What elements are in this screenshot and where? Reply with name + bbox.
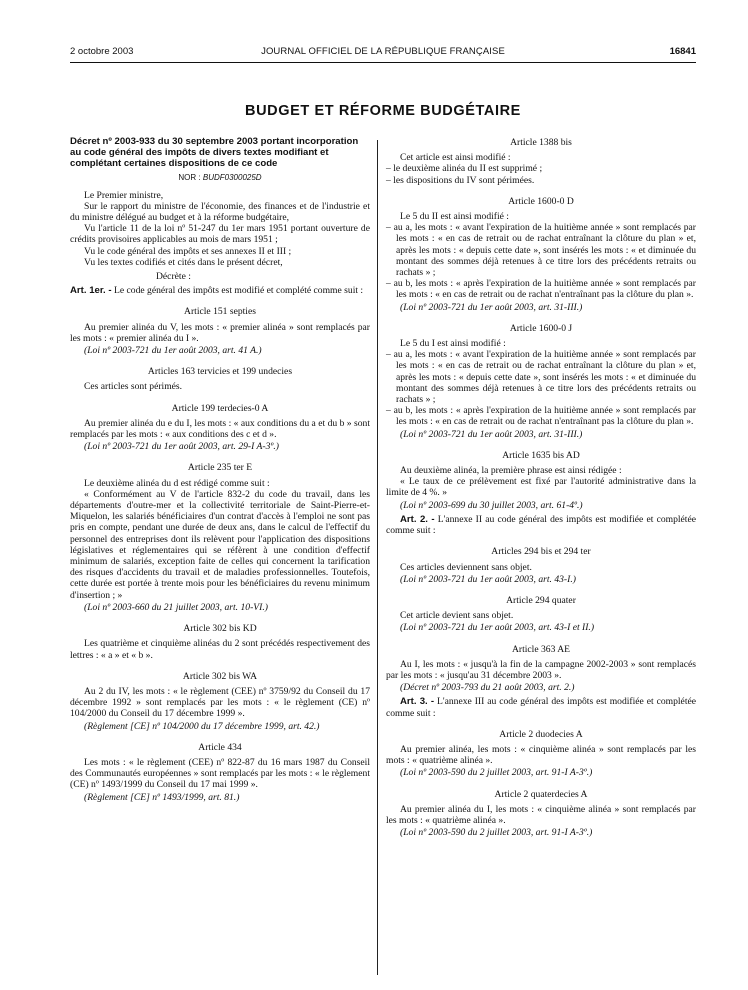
article-heading: Article 2 quaterdecies A bbox=[494, 788, 588, 800]
nor-code: BUDF0300025D bbox=[202, 173, 262, 183]
article-heading: Articles 163 tervicies et 199 undecies bbox=[147, 366, 293, 378]
nor-reference bbox=[70, 172, 370, 183]
intro-paragraph: Vu les textes codifiés et cités dans le présent décret, bbox=[84, 256, 283, 268]
legal-reference: (Loi nº 2003-721 du 1er août 2003, art. 31-III.) bbox=[400, 301, 583, 313]
right-column bbox=[386, 137, 696, 838]
legal-reference: (Loi nº 2003-721 du 1er août 2003, art. 31-III.) bbox=[400, 428, 583, 440]
legal-reference: (Loi nº 2003-699 du 30 juillet 2003, art. 61-4º.) bbox=[400, 499, 583, 511]
article-heading: Articles 294 bis et 294 ter bbox=[491, 546, 591, 558]
legal-reference: (Décret nº 2003-793 du 21 août 2003, art. 2.) bbox=[400, 682, 575, 694]
amendment-list bbox=[386, 163, 696, 185]
article-text: Au premier alinéa du V, les mots : « premier alinéa » sont remplacés par les mots : « premier alinéa du I ». bbox=[70, 321, 370, 344]
legal-reference: (Loi nº 2003-721 du 1er août 2003, art. 43-I et II.) bbox=[400, 622, 595, 634]
article-text: Le 5 du I est ainsi modifié : bbox=[400, 338, 506, 350]
article-text: Le deuxième alinéa du d est rédigé comme suit : bbox=[84, 477, 270, 489]
amendment-list bbox=[386, 349, 696, 427]
article-2-paragraph bbox=[386, 514, 696, 536]
legal-reference: (Loi nº 2003-590 du 2 juillet 2003, art. 91-I A-3º.) bbox=[400, 827, 593, 839]
article-text: Au premier alinéa du e du I, les mots : « aux conditions du a et du b » sont remplacés par les mots : « aux conditions des c et d ». bbox=[70, 417, 370, 441]
section-title: BUDGET ET RÉFORME BUDGÉTAIRE bbox=[245, 103, 521, 119]
quoted-text: « Le taux de ce prélèvement est fixé par l'autorité administrative dans la limite de 4 %. » bbox=[386, 476, 696, 499]
intro-paragraph: Vu le code général des impôts et ses annexes II et III ; bbox=[84, 245, 292, 257]
intro-paragraph: Le Premier ministre, bbox=[84, 189, 164, 201]
article-heading: Article 294 quater bbox=[506, 594, 576, 606]
article-heading: Article 434 bbox=[198, 741, 242, 753]
list-item: – au b, les mots : « après l'expiration de la huitième année » sont remplacés par les mots : « en cas de retrait ou de rachat n'entraînant pas la clôture du plan ». bbox=[386, 278, 696, 301]
article-2-label: Art. 2. - bbox=[400, 513, 435, 525]
list-item: – au b, les mots : « après l'expiration de la huitième année » sont remplacés par les mots : « en cas de retrait ou de rachat n'entraînant pas la clôture du plan ». bbox=[386, 405, 696, 428]
quoted-text: « Conformément au V de l'article 832-2 du code du travail, dans les départements d'outre-mer et la collectivité territoriale de Saint-Pierre-et-Miquelon, les salariés bénéficiaires d'un contrat d'accès à l'emploi ne sont pas pris en compte, pendant une durée de deux ans, dans le calcul de l'effectif du personnel des entreprises dont ils relèvent pour l'application des dispositions législatives et réglementaires qui se réfèrent à une condition d'effectif minimum de salariés, exception faite de celles qui concernent la tarification des risques d'accidents du travail et de maladies professionnelles. Toutefois, cette durée est portée à trente mois pour les bénéficiaires du revenu minimum d'insertion ; » bbox=[70, 488, 370, 601]
article-text: Ces articles sont périmés. bbox=[84, 381, 183, 393]
article-text: Au premier alinéa du I, les mots : « cinquième alinéa » sont remplacés par les mots : « quatrième alinéa ». bbox=[386, 803, 696, 826]
article-text: Au 2 du IV, les mots : « le règlement (CEE) nº 3759/92 du Conseil du 17 décembre 1992 » sont remplacés par les mots : « le règlement (CE) nº 104/2000 du Conseil du 17 décembre 1999 ». bbox=[70, 685, 370, 720]
article-heading: Article 199 terdecies-0 A bbox=[171, 402, 269, 414]
article-heading: Article 1600-0 J bbox=[509, 322, 573, 334]
legal-reference: (Loi nº 2003-721 du 1er août 2003, art. 41 A.) bbox=[84, 345, 262, 357]
legal-reference: (Loi nº 2003-721 du 1er août 2003, art. 43-I.) bbox=[400, 573, 576, 585]
article-heading: Article 1600-0 D bbox=[508, 195, 574, 207]
header-date: 2 octobre 2003 bbox=[70, 45, 134, 57]
article-text: Au premier alinéa, les mots : « cinquième alinéa » sont remplacés par les mots : « quatrième alinéa ». bbox=[386, 743, 696, 767]
decree-title: Décret nº 2003-933 du 30 septembre 2003 portant incorporation au code général des impôts de divers textes modifiant et complétant certaines dispositions de ce code bbox=[70, 136, 359, 169]
column-divider bbox=[377, 140, 378, 975]
article-heading: Article 1635 bis AD bbox=[502, 449, 580, 461]
article-text: Cet article devient sans objet. bbox=[400, 610, 514, 622]
nor-label: NOR : bbox=[178, 173, 201, 183]
article-heading: Article 302 bis KD bbox=[183, 623, 257, 635]
list-item: – les dispositions du IV sont périmées. bbox=[386, 174, 535, 186]
article-3-text: L'annexe III au code général des impôts est modifiée et complétée comme suit : bbox=[386, 696, 696, 719]
header-page-number: 16841 bbox=[669, 45, 696, 57]
article-2-text: L'annexe II au code général des impôts est modifiée et complétée comme suit : bbox=[386, 513, 696, 537]
legal-reference: (Règlement [CE] nº 104/2000 du 17 décembre 1999, art. 42.) bbox=[84, 720, 320, 732]
article-heading: Article 235 ter E bbox=[187, 462, 253, 474]
article-heading: Article 1388 bis bbox=[510, 137, 572, 148]
article-3-paragraph bbox=[386, 696, 696, 718]
article-1-label: Art. 1er. - bbox=[70, 285, 112, 297]
article-text: Les mots : « le règlement (CEE) nº 822-87 du 16 mars 1987 du Conseil des Communautés européennes » sont remplacés par les mots : « le règlement (CE) nº 1493/1999 du Conseil du 17 mai 1999 ». bbox=[70, 756, 370, 791]
intro-paragraph: Vu l'article 11 de la loi nº 51-247 du 1er mars 1951 portant ouverture de crédits provisoires applicables au mois de mars 1951 ; bbox=[70, 223, 370, 246]
legal-reference: (Loi nº 2003-660 du 21 juillet 2003, art. 10-VI.) bbox=[84, 601, 268, 613]
legal-reference: (Loi nº 2003-721 du 1er août 2003, art. 29-I A-3º.) bbox=[84, 441, 279, 453]
header-journal-title: JOURNAL OFFICIEL DE LA RÉPUBLIQUE FRANÇAISE bbox=[261, 45, 505, 57]
article-heading: Article 2 duodecies A bbox=[499, 728, 583, 740]
legal-reference: (Règlement [CE] nº 1493/1999, art. 81.) bbox=[84, 791, 240, 803]
article-text: Le 5 du II est ainsi modifié : bbox=[400, 211, 509, 223]
article-text: Au I, les mots : « jusqu'à la fin de la campagne 2002-2003 » sont remplacés par les mots : « jusqu'au 31 décembre 2003 ». bbox=[386, 658, 696, 681]
amendment-list bbox=[386, 222, 696, 300]
article-text: Ces articles deviennent sans objet. bbox=[400, 561, 532, 573]
list-item: – le deuxième alinéa du II est supprimé ; bbox=[386, 163, 543, 175]
article-text: Au deuxième alinéa, la première phrase est ainsi rédigée : bbox=[400, 465, 622, 477]
article-1-paragraph bbox=[70, 285, 370, 296]
legal-reference: (Loi nº 2003-590 du 2 juillet 2003, art. 91-I A-3º.) bbox=[400, 767, 593, 779]
list-item: – au a, les mots : « avant l'expiration de la huitième année » sont remplacés par les mots : « en cas de retrait ou de rachat entraînant la clôture du plan » et, après les mots : « depuis cette date », sont insérés les mots : « et diminuée du montant des sommes déjà retenues à ce titre lors des précédents retraits ou rachats » ; bbox=[386, 349, 696, 406]
article-text: Les quatrième et cinquième alinéas du 2 sont précédés respectivement des lettres : « a » et « b ». bbox=[70, 638, 370, 661]
article-heading: Article 302 bis WA bbox=[182, 670, 258, 682]
decrete-line: Décrète : bbox=[156, 271, 191, 283]
left-column bbox=[70, 137, 370, 803]
running-header bbox=[70, 44, 696, 58]
article-1-text: Le code général des impôts est modifié et complété comme suit : bbox=[111, 285, 364, 297]
intro-paragraph: Sur le rapport du ministre de l'économie, des finances et de l'industrie et du ministre délégué au budget et à la réforme budgétaire, bbox=[70, 200, 370, 223]
article-heading: Article 151 septies bbox=[184, 306, 256, 318]
article-3-label: Art. 3. - bbox=[400, 696, 435, 708]
header-rule bbox=[70, 62, 696, 63]
article-text: Cet article est ainsi modifié : bbox=[400, 152, 511, 164]
list-item: – au a, les mots : « avant l'expiration de la huitième année » sont remplacés par les mots : « en cas de retrait ou de rachat entraînant la clôture du plan » et, après les mots : « depuis cette date », sont insérés les mots : « et diminuée du montant des sommes déjà retenues à ce titre lors des précédents retraits ou rachats » ; bbox=[386, 222, 696, 279]
article-heading: Article 363 AE bbox=[511, 643, 571, 655]
